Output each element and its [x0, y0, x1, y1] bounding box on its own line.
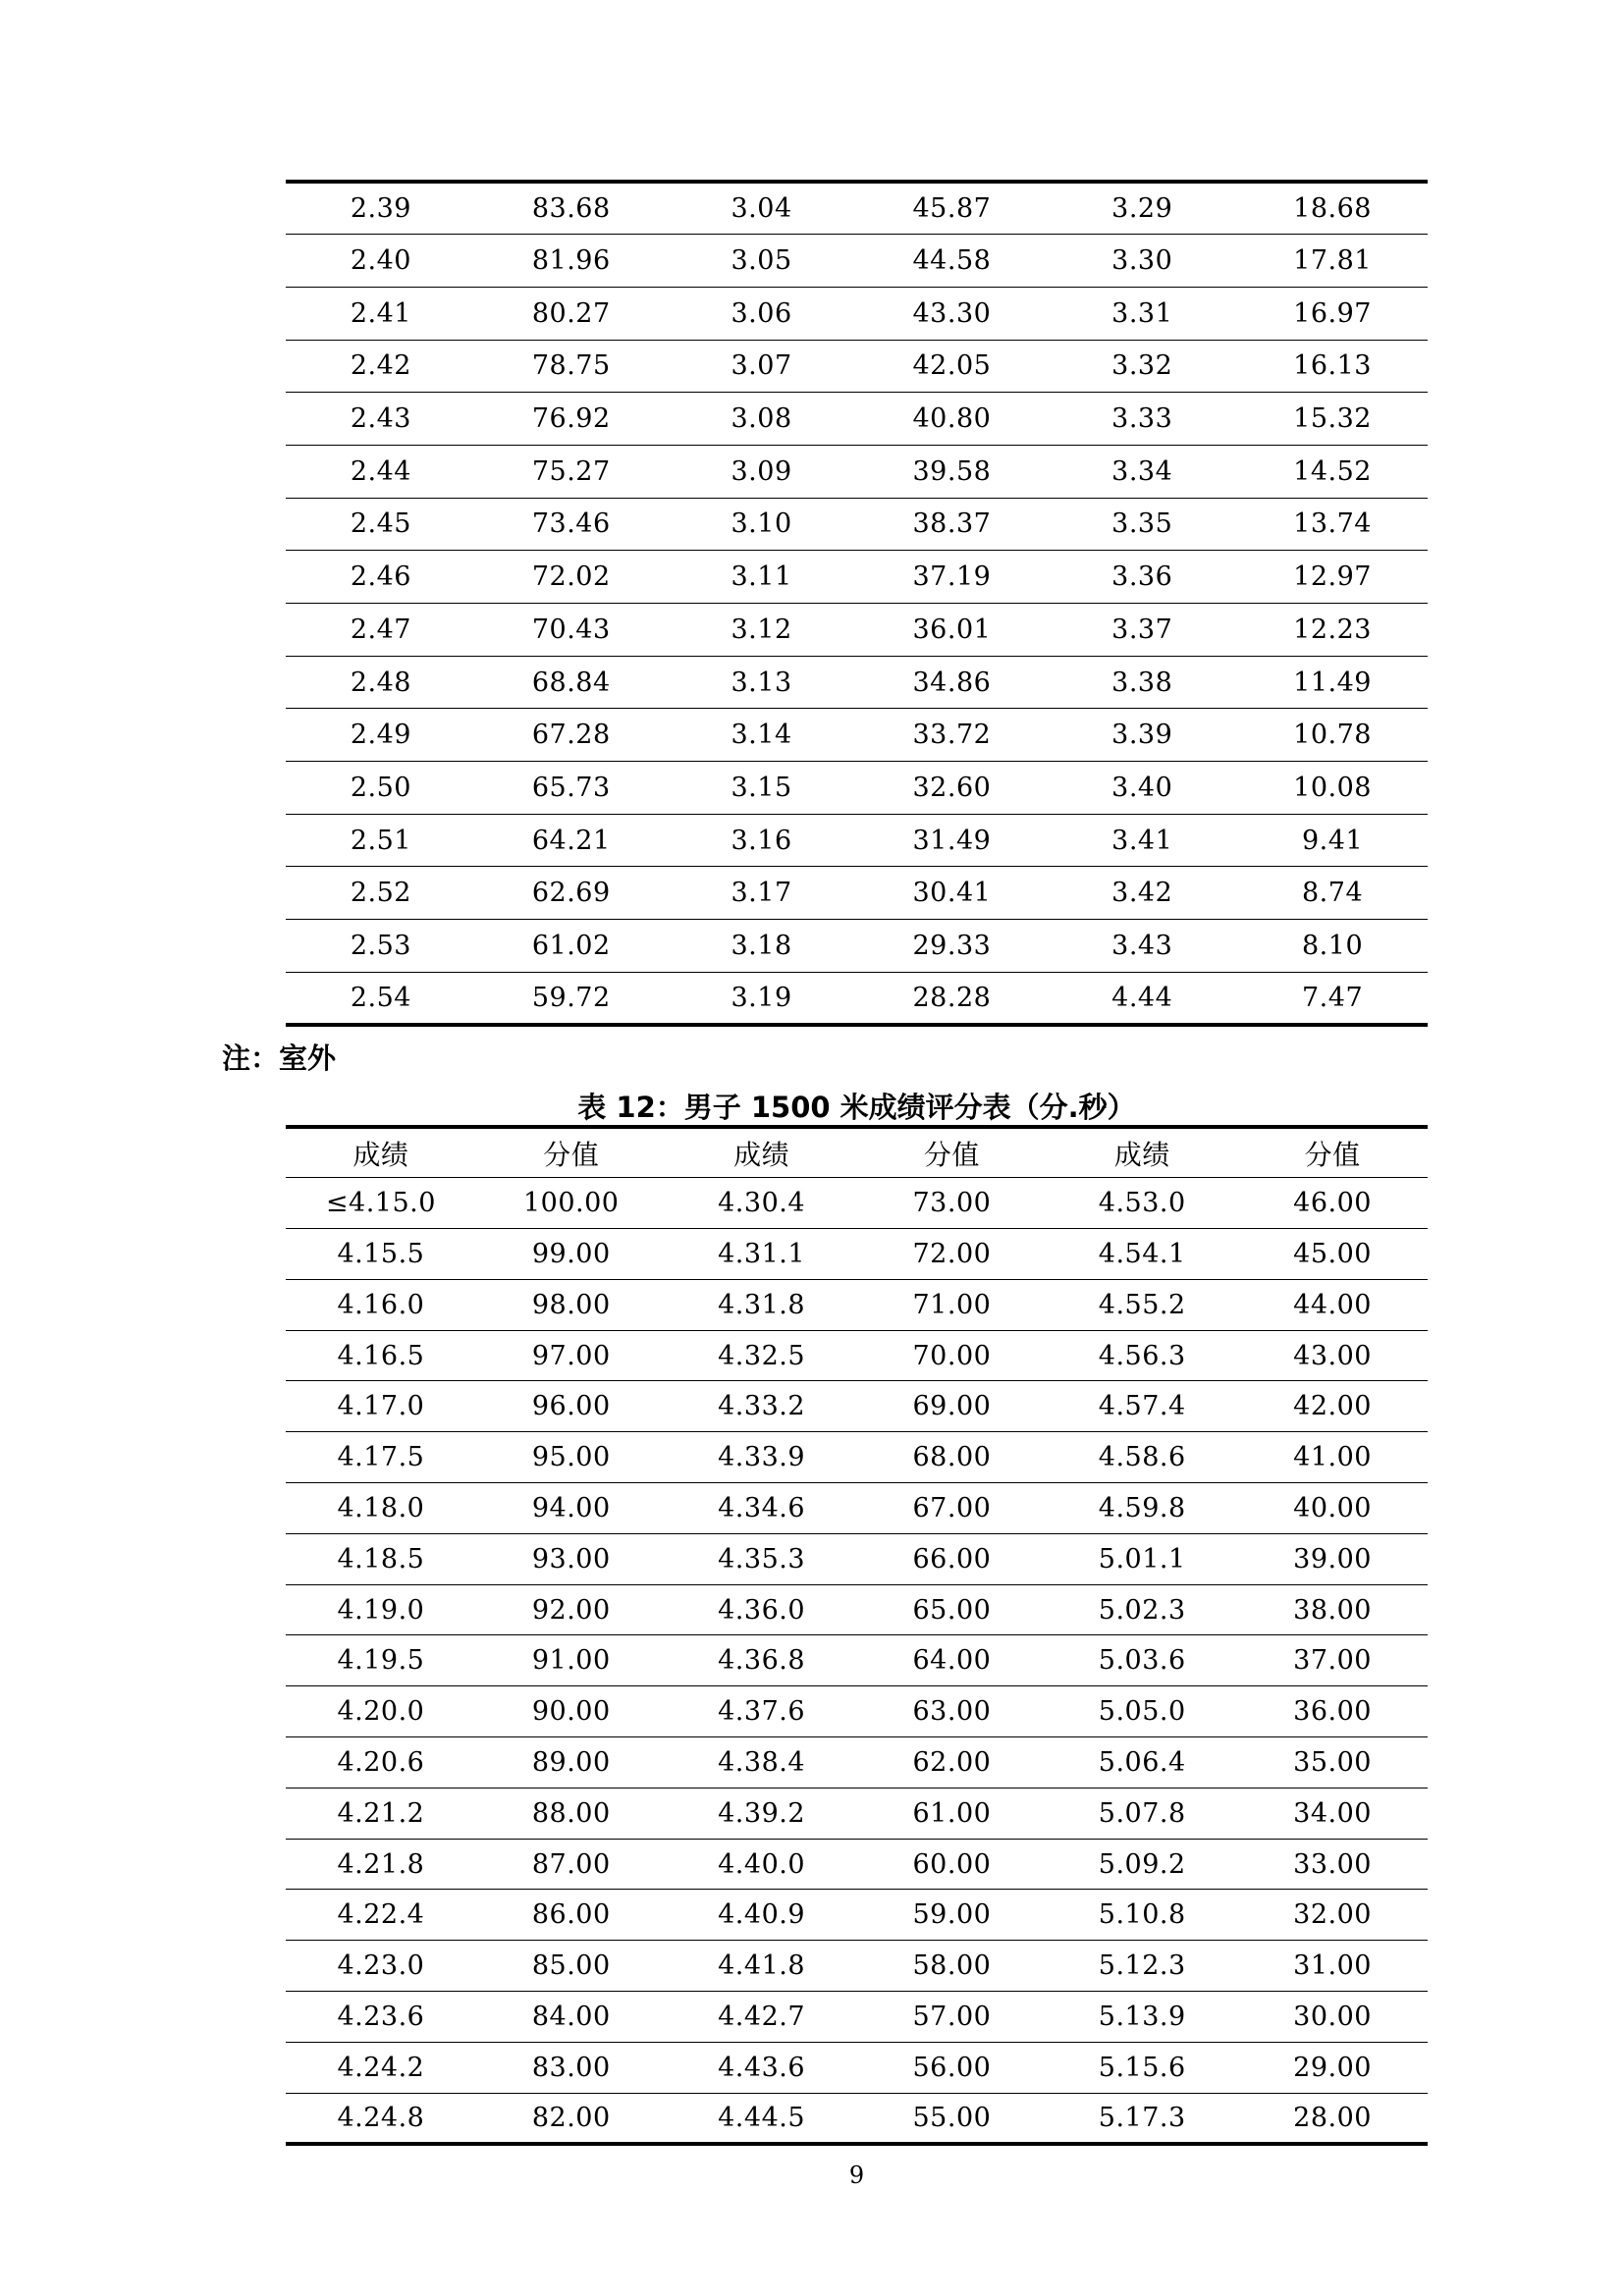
table-cell: 4.40.0: [667, 1839, 857, 1890]
table-cell: 2.44: [286, 445, 476, 498]
table-cell: 4.43.6: [667, 2042, 857, 2093]
table-cell: 2.52: [286, 867, 476, 920]
table-cell: 5.02.3: [1047, 1584, 1237, 1635]
table-row: [286, 972, 1428, 1025]
table-cell: 90.00: [476, 1686, 667, 1737]
table-row: [286, 1992, 1428, 2043]
header-cell: 成绩: [286, 1127, 476, 1178]
table-cell: 3.34: [1047, 445, 1237, 498]
table-cell: 5.10.8: [1047, 1890, 1237, 1941]
header-cell: 分值: [476, 1127, 667, 1178]
table-cell: 13.74: [1237, 498, 1428, 551]
table-cell: 4.40.9: [667, 1890, 857, 1941]
table-cell: 5.09.2: [1047, 1839, 1237, 1890]
table-cell: 61.00: [856, 1788, 1047, 1839]
table-cell: 43.00: [1237, 1330, 1428, 1381]
table-cell: 72.00: [856, 1229, 1047, 1280]
table-cell: 69.00: [856, 1381, 1047, 1432]
table-cell: 4.18.5: [286, 1533, 476, 1584]
table-row: [286, 1432, 1428, 1483]
table-cell: 34.00: [1237, 1788, 1428, 1839]
table-cell: 4.31.1: [667, 1229, 857, 1280]
table-cell: 4.39.2: [667, 1788, 857, 1839]
table-cell: 35.00: [1237, 1737, 1428, 1789]
table-cell: 15.32: [1237, 393, 1428, 446]
table-row: [286, 287, 1428, 340]
table-cell: 3.18: [667, 920, 857, 973]
table-cell: 4.35.3: [667, 1533, 857, 1584]
table-cell: 59.00: [856, 1890, 1047, 1941]
table-cell: 12.97: [1237, 551, 1428, 604]
table-cell: 4.56.3: [1047, 1330, 1237, 1381]
table-row: [286, 604, 1428, 657]
table-cell: 3.37: [1047, 604, 1237, 657]
table-cell: 73.46: [476, 498, 667, 551]
table-cell: 30.00: [1237, 1992, 1428, 2043]
table-cell: 3.41: [1047, 814, 1237, 867]
table-cell: 66.00: [856, 1533, 1047, 1584]
table-cell: 88.00: [476, 1788, 667, 1839]
table-cell: 55.00: [856, 2093, 1047, 2144]
table-cell: 33.00: [1237, 1839, 1428, 1890]
table-cell: 75.27: [476, 445, 667, 498]
table-cell: 64.00: [856, 1635, 1047, 1686]
table-cell: 5.15.6: [1047, 2042, 1237, 2093]
table-cell: 60.00: [856, 1839, 1047, 1890]
table-cell: 84.00: [476, 1992, 667, 2043]
table-cell: 38.00: [1237, 1584, 1428, 1635]
table-cell: 58.00: [856, 1941, 1047, 1992]
table-cell: 87.00: [476, 1839, 667, 1890]
table-cell: 3.07: [667, 340, 857, 393]
table-row: [286, 1381, 1428, 1432]
table-cell: 8.74: [1237, 867, 1428, 920]
table-cell: 31.00: [1237, 1941, 1428, 1992]
table-row: [286, 867, 1428, 920]
table-cell: 10.78: [1237, 709, 1428, 762]
table-cell: 18.68: [1293, 193, 1372, 225]
table-cell: 63.00: [856, 1686, 1047, 1737]
table-cell: 4.20.0: [286, 1686, 476, 1737]
table-cell: 81.96: [476, 235, 667, 288]
table-cell: 3.13: [667, 656, 857, 709]
table-cell: 3.15: [667, 762, 857, 815]
table-cell: 4.22.4: [286, 1890, 476, 1941]
table-row: [286, 1279, 1428, 1330]
table-cell: 4.19.0: [286, 1584, 476, 1635]
table-cell: 5.07.8: [1047, 1788, 1237, 1839]
table-cell: 3.04: [731, 193, 792, 225]
table-cell: 62.00: [856, 1737, 1047, 1789]
table-row: [286, 235, 1428, 288]
table-row: [286, 1737, 1428, 1789]
table-cell: 16.97: [1237, 287, 1428, 340]
table-cell: 12.23: [1237, 604, 1428, 657]
table-cell: 98.00: [476, 1279, 667, 1330]
table-cell: 29.00: [1237, 2042, 1428, 2093]
table-cell: 40.00: [1237, 1483, 1428, 1534]
table-cell: 95.00: [476, 1432, 667, 1483]
table-cell: 5.03.6: [1047, 1635, 1237, 1686]
table-cell: 39.58: [856, 445, 1047, 498]
table-cell: 5.12.3: [1047, 1941, 1237, 1992]
table-cell: 4.31.8: [667, 1279, 857, 1330]
table-cell: 4.34.6: [667, 1483, 857, 1534]
table-cell: 92.00: [476, 1584, 667, 1635]
table-cell: 30.41: [856, 867, 1047, 920]
table-cell: 4.17.0: [286, 1381, 476, 1432]
table-cell: 2.43: [286, 393, 476, 446]
table-cell: 3.17: [667, 867, 857, 920]
table-cell: 3.30: [1047, 235, 1237, 288]
table-cell: 86.00: [476, 1890, 667, 1941]
table-row: [286, 2093, 1428, 2144]
table-row: [286, 498, 1428, 551]
table-cell: 80.27: [476, 287, 667, 340]
table-cell: 37.19: [856, 551, 1047, 604]
table-cell: 2.46: [286, 551, 476, 604]
table-cell: 10.08: [1237, 762, 1428, 815]
table-cell: 3.36: [1047, 551, 1237, 604]
table-cell: 4.24.2: [286, 2042, 476, 2093]
table-cell: 3.43: [1047, 920, 1237, 973]
table-cell: 42.00: [1237, 1381, 1428, 1432]
table-cell: 4.58.6: [1047, 1432, 1237, 1483]
table-cell: 4.21.8: [286, 1839, 476, 1890]
table-cell: 2.50: [286, 762, 476, 815]
table-cell: 45.00: [1237, 1229, 1428, 1280]
page-number: 9: [848, 2162, 865, 2189]
table-cell: 62.69: [476, 867, 667, 920]
table-cell: 4.36.0: [667, 1584, 857, 1635]
table-cell: 3.38: [1047, 656, 1237, 709]
table-cell: 4.17.5: [286, 1432, 476, 1483]
table-cell: 3.10: [667, 498, 857, 551]
table-cell: 4.16.5: [286, 1330, 476, 1381]
table-cell: 37.00: [1237, 1635, 1428, 1686]
table-cell: 3.09: [667, 445, 857, 498]
table-row: [286, 814, 1428, 867]
table-cell: 65.00: [856, 1584, 1047, 1635]
table-cell: 31.49: [856, 814, 1047, 867]
table-cell: 91.00: [476, 1635, 667, 1686]
table-cell: 2.48: [286, 656, 476, 709]
header-cell: 分值: [856, 1127, 1047, 1178]
table-cell: 3.40: [1047, 762, 1237, 815]
table-cell: 71.00: [856, 1279, 1047, 1330]
table-row: [286, 1941, 1428, 1992]
table-cell: 83.00: [476, 2042, 667, 2093]
table-row: [286, 182, 1428, 235]
table-cell: 34.86: [856, 656, 1047, 709]
table-row: [286, 2042, 1428, 2093]
table-row: [286, 340, 1428, 393]
table-caption: 表 12：男子 1500 米成绩评分表（分.秒）: [577, 1091, 1136, 1124]
score-table-continued: [286, 180, 1428, 1027]
table-cell: 3.33: [1047, 393, 1237, 446]
table-cell: 4.23.6: [286, 1992, 476, 2043]
table-cell: 68.00: [856, 1432, 1047, 1483]
table-cell: 4.55.2: [1047, 1279, 1237, 1330]
table-cell: 4.33.9: [667, 1432, 857, 1483]
table-cell: 4.38.4: [667, 1737, 857, 1789]
table-cell: 93.00: [476, 1533, 667, 1584]
table-cell: 44.58: [856, 235, 1047, 288]
table-cell: 89.00: [476, 1737, 667, 1789]
table-cell: 8.10: [1237, 920, 1428, 973]
table-cell: 45.87: [912, 193, 992, 225]
table-cell: 44.00: [1237, 1279, 1428, 1330]
table-cell: 3.14: [667, 709, 857, 762]
table-cell: 3.32: [1047, 340, 1237, 393]
table-row: [286, 551, 1428, 604]
table-cell: 17.81: [1237, 235, 1428, 288]
table-cell: 4.32.5: [667, 1330, 857, 1381]
table-row: [286, 1839, 1428, 1890]
table-cell: 2.47: [286, 604, 476, 657]
table-cell: 3.35: [1047, 498, 1237, 551]
table-cell: 5.13.9: [1047, 1992, 1237, 2043]
table-cell: 2.40: [286, 235, 476, 288]
table-cell: 3.31: [1047, 287, 1237, 340]
table-header-row: [286, 1127, 1428, 1178]
table-cell: 56.00: [856, 2042, 1047, 2093]
table-cell: 82.00: [476, 2093, 667, 2144]
table-cell: 38.37: [856, 498, 1047, 551]
header-cell: 成绩: [667, 1127, 857, 1178]
table-cell: 46.00: [1293, 1188, 1372, 1219]
table-cell: 4.36.8: [667, 1635, 857, 1686]
table-row: [286, 1533, 1428, 1584]
table-row: [286, 656, 1428, 709]
table-cell: 72.02: [476, 551, 667, 604]
table-cell: 11.49: [1237, 656, 1428, 709]
table-cell: 100.00: [523, 1188, 620, 1219]
table-cell: 68.84: [476, 656, 667, 709]
table-cell: 28.00: [1237, 2093, 1428, 2144]
table-cell: 40.80: [856, 393, 1047, 446]
table-cell: 96.00: [476, 1381, 667, 1432]
table-cell: 36.00: [1237, 1686, 1428, 1737]
table-cell: 42.05: [856, 340, 1047, 393]
table-cell: 3.19: [667, 972, 857, 1025]
table-cell: 4.54.1: [1047, 1229, 1237, 1280]
table-cell: 65.73: [476, 762, 667, 815]
table-row: [286, 1686, 1428, 1737]
table-cell: 9.41: [1237, 814, 1428, 867]
table-cell: 67.28: [476, 709, 667, 762]
table-cell: 3.42: [1047, 867, 1237, 920]
table-cell: 4.41.8: [667, 1941, 857, 1992]
table-cell: 76.92: [476, 393, 667, 446]
table-cell: 33.72: [856, 709, 1047, 762]
score-table-continued-body: [286, 182, 1428, 1025]
table-cell: 5.17.3: [1047, 2093, 1237, 2144]
table-cell: 32.00: [1237, 1890, 1428, 1941]
table-cell: 2.54: [286, 972, 476, 1025]
table-cell: 70.43: [476, 604, 667, 657]
table-cell: 59.72: [476, 972, 667, 1025]
table-cell: 7.47: [1237, 972, 1428, 1025]
table-row: [286, 1890, 1428, 1941]
table-cell: 5.06.4: [1047, 1737, 1237, 1789]
table-cell: 2.39: [350, 193, 411, 225]
table-cell: 2.53: [286, 920, 476, 973]
table-cell: 36.01: [856, 604, 1047, 657]
table-row: [286, 445, 1428, 498]
table-cell: 57.00: [856, 1992, 1047, 2043]
table-cell: 16.13: [1237, 340, 1428, 393]
table-cell: 3.39: [1047, 709, 1237, 762]
table-cell: 2.41: [286, 287, 476, 340]
table-row: [286, 393, 1428, 446]
table-cell: 3.11: [667, 551, 857, 604]
table-row: [286, 1178, 1428, 1229]
table-row: [286, 1330, 1428, 1381]
table-cell: 94.00: [476, 1483, 667, 1534]
table-cell: 3.06: [667, 287, 857, 340]
table-cell: 3.12: [667, 604, 857, 657]
table-cell: 43.30: [856, 287, 1047, 340]
table-cell: 14.52: [1237, 445, 1428, 498]
table-row: [286, 1483, 1428, 1534]
score-table-1500m: [286, 1125, 1428, 2146]
table-cell: 2.51: [286, 814, 476, 867]
table-cell: 3.05: [667, 235, 857, 288]
table-cell: 4.44: [1047, 972, 1237, 1025]
table-cell: 73.00: [912, 1188, 992, 1219]
table-cell: 4.21.2: [286, 1788, 476, 1839]
table-cell: 83.68: [531, 193, 611, 225]
table-cell: 61.02: [476, 920, 667, 973]
table-note: 注：室外: [222, 1041, 337, 1075]
table-row: [286, 1229, 1428, 1280]
table-cell: 97.00: [476, 1330, 667, 1381]
table-cell: 85.00: [476, 1941, 667, 1992]
table-cell: 3.08: [667, 393, 857, 446]
table-cell: 4.59.8: [1047, 1483, 1237, 1534]
table-cell: 4.19.5: [286, 1635, 476, 1686]
table-cell: 70.00: [856, 1330, 1047, 1381]
table-cell: 4.53.0: [1098, 1188, 1186, 1219]
score-table-1500m-body: [286, 1178, 1428, 2144]
table-row: [286, 1584, 1428, 1635]
table-row: [286, 709, 1428, 762]
table-row: [286, 1788, 1428, 1839]
header-cell: 分值: [1237, 1127, 1428, 1178]
table-cell: 4.44.5: [667, 2093, 857, 2144]
table-cell: 4.42.7: [667, 1992, 857, 2043]
table-cell: 28.28: [856, 972, 1047, 1025]
table-cell: 4.33.2: [667, 1381, 857, 1432]
table-cell: 3.16: [667, 814, 857, 867]
table-cell: 78.75: [476, 340, 667, 393]
table-cell: 39.00: [1237, 1533, 1428, 1584]
table-cell: 2.45: [286, 498, 476, 551]
table-cell: 3.29: [1111, 193, 1173, 225]
table-cell: 2.42: [286, 340, 476, 393]
table-cell: 4.24.8: [286, 2093, 476, 2144]
table-cell: 64.21: [476, 814, 667, 867]
table-cell: 4.37.6: [667, 1686, 857, 1737]
table-row: [286, 1635, 1428, 1686]
table-cell: 41.00: [1237, 1432, 1428, 1483]
table-cell: 29.33: [856, 920, 1047, 973]
table-cell: 32.60: [856, 762, 1047, 815]
table-cell: 4.57.4: [1047, 1381, 1237, 1432]
table-cell: 2.49: [286, 709, 476, 762]
table-cell: 4.23.0: [286, 1941, 476, 1992]
table-cell: 4.20.6: [286, 1737, 476, 1789]
table-row: [286, 920, 1428, 973]
table-row: [286, 762, 1428, 815]
table-cell: 99.00: [476, 1229, 667, 1280]
table-cell: 4.18.0: [286, 1483, 476, 1534]
header-cell: 成绩: [1047, 1127, 1237, 1178]
table-cell: 67.00: [856, 1483, 1047, 1534]
table-cell: 5.05.0: [1047, 1686, 1237, 1737]
table-cell: ≤4.15.0: [325, 1188, 436, 1219]
table-cell: 4.30.4: [718, 1188, 806, 1219]
table-cell: 4.16.0: [286, 1279, 476, 1330]
table-cell: 4.15.5: [286, 1229, 476, 1280]
table-cell: 5.01.1: [1047, 1533, 1237, 1584]
